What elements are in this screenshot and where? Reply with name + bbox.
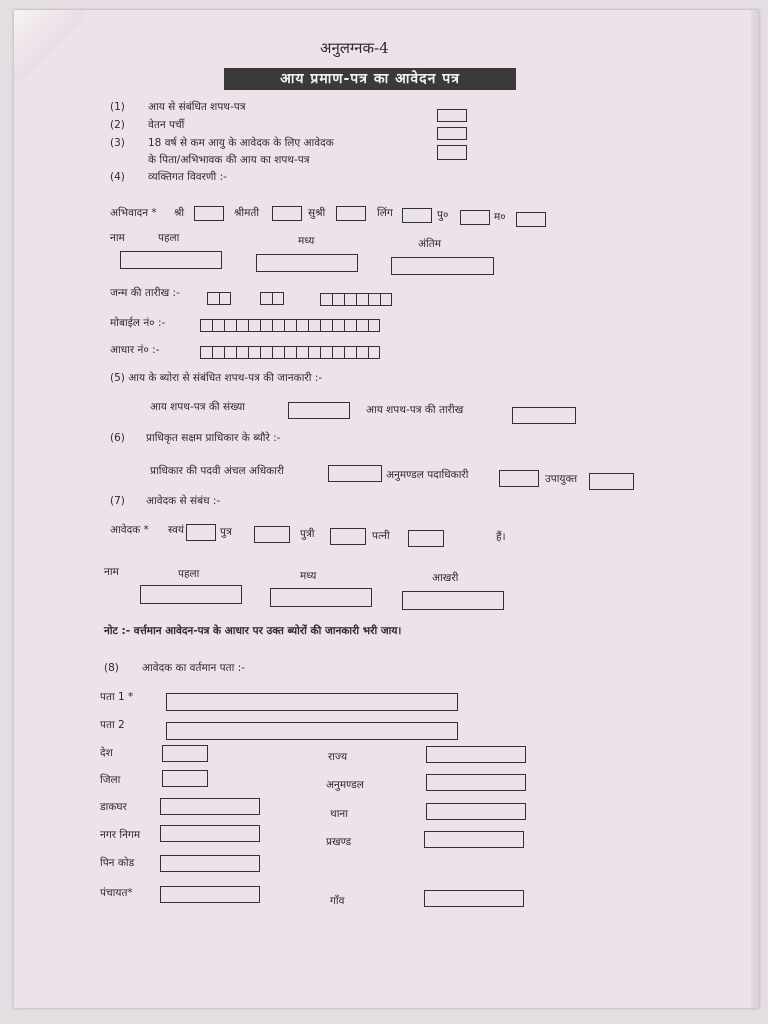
- post-office-input[interactable]: [160, 798, 260, 815]
- shri-checkbox[interactable]: [194, 206, 224, 221]
- doc-num-1: (1): [110, 101, 125, 113]
- police-station-label: थाना: [330, 808, 348, 820]
- dob-label: जन्म की तारीख :-: [110, 287, 180, 299]
- dob-year-input[interactable]: [320, 293, 392, 306]
- aadhaar-label: आधार नं० :-: [110, 344, 160, 356]
- mobile-input[interactable]: [200, 319, 380, 332]
- affidavit-number-input[interactable]: [288, 402, 350, 419]
- post-office-label: डाकघर: [100, 801, 127, 813]
- doc-num-4: (4): [110, 171, 125, 183]
- affidavit-date-label: आय शपथ-पत्र की तारीख: [366, 404, 464, 416]
- daughter-checkbox[interactable]: [330, 528, 366, 545]
- self-checkbox[interactable]: [186, 524, 216, 541]
- panchayat-input[interactable]: [160, 886, 260, 903]
- section5-title: (5) आय के ब्योरा से संबंधित शपथ-पत्र की जानकारी :-: [110, 372, 323, 384]
- sdo-checkbox[interactable]: [499, 470, 539, 487]
- authority-designation-label: प्राधिकार की पदवी अंचल अधिकारी: [150, 465, 284, 477]
- doc-text-1: आय से संबंधित शपथ-पत्र: [148, 101, 246, 113]
- municipal-label: नगर निगम: [100, 829, 141, 841]
- applicant-label: आवेदक *: [110, 524, 149, 536]
- doc-num-3: (3): [110, 137, 125, 149]
- relative-middle-input[interactable]: [270, 588, 372, 607]
- subdivision-input[interactable]: [426, 774, 526, 791]
- address2-label: पता 2: [100, 719, 125, 731]
- relative-middle-label: मध्य: [300, 570, 317, 582]
- address1-input[interactable]: [166, 693, 458, 711]
- section7-title: आवेदक से संबंध :-: [146, 495, 221, 507]
- pin-input[interactable]: [160, 855, 260, 872]
- state-input[interactable]: [426, 746, 526, 763]
- country-label: देश: [100, 747, 113, 759]
- self-label: स्वयं: [168, 524, 185, 536]
- last-name-label: अंतिम: [418, 238, 442, 250]
- relation-suffix: हैं।: [496, 531, 506, 543]
- form-page: [14, 10, 759, 1008]
- gender-checkbox[interactable]: [402, 208, 432, 223]
- shrimati-label: श्रीमती: [234, 207, 260, 219]
- female-checkbox[interactable]: [516, 212, 546, 227]
- shrimati-checkbox[interactable]: [272, 206, 302, 221]
- pin-label: पिन कोड: [100, 857, 135, 869]
- district-label: जिला: [100, 774, 121, 786]
- block-input[interactable]: [424, 831, 524, 848]
- relative-first-label: पहला: [178, 568, 200, 580]
- folded-corner: [14, 10, 84, 80]
- section7-num: (7): [110, 495, 125, 507]
- personal-details-heading: व्यक्तिगत विवरणी :-: [148, 171, 227, 183]
- sushri-checkbox[interactable]: [336, 206, 366, 221]
- address1-label: पता 1 *: [100, 691, 134, 703]
- dc-checkbox[interactable]: [589, 473, 634, 490]
- doc-num-2: (2): [110, 119, 125, 131]
- name-label: नाम: [110, 232, 125, 244]
- male-label: पु०: [437, 209, 449, 221]
- doc-text-3b: के पिता/अभिभावक की आय का शपथ-पत्र: [148, 154, 310, 166]
- first-name-input[interactable]: [120, 251, 222, 269]
- doc-checkbox-1[interactable]: [437, 109, 467, 122]
- salutation-label: अभिवादन *: [110, 207, 157, 219]
- form-title-banner: आय प्रमाण-पत्र का आवेदन पत्र: [224, 68, 516, 90]
- male-checkbox[interactable]: [460, 210, 490, 225]
- municipal-input[interactable]: [160, 825, 260, 842]
- village-input[interactable]: [424, 890, 524, 907]
- son-checkbox[interactable]: [254, 526, 290, 543]
- annex-number: अनुलग्नक-4: [320, 39, 389, 57]
- dc-label: उपायुक्त: [545, 473, 578, 485]
- section6-title: प्राधिकृत सक्षम प्राधिकार के ब्यौरे :-: [146, 432, 281, 444]
- form-note: नोट :- वर्त्तमान आवेदन-पत्र के आधार पर उक्त ब्योरों की जानकारी भरी जाय।: [104, 625, 402, 637]
- village-label: गाँव: [330, 895, 345, 907]
- co-checkbox[interactable]: [328, 465, 382, 482]
- address2-input[interactable]: [166, 722, 458, 740]
- relative-name-label: नाम: [104, 566, 119, 578]
- police-station-input[interactable]: [426, 803, 526, 820]
- doc-text-2: वेतन पर्ची: [148, 119, 185, 131]
- country-input[interactable]: [162, 745, 208, 762]
- mobile-label: मोबाईल नं० :-: [110, 317, 166, 329]
- panchayat-label: पंचायत*: [100, 887, 133, 899]
- district-input[interactable]: [162, 770, 208, 787]
- middle-name-label: मध्य: [298, 235, 315, 247]
- block-label: प्रखण्ड: [326, 836, 352, 848]
- gender-label: लिंग: [377, 207, 393, 219]
- affidavit-date-input[interactable]: [512, 407, 576, 424]
- wife-checkbox[interactable]: [408, 530, 444, 547]
- dob-month-input[interactable]: [260, 292, 284, 305]
- doc-text-3: 18 वर्ष से कम आयु के आवेदक के लिए आवेदक: [148, 137, 334, 149]
- relative-first-input[interactable]: [140, 585, 242, 604]
- doc-checkbox-2[interactable]: [437, 127, 467, 140]
- dob-day-input[interactable]: [207, 292, 231, 305]
- section8-title: आवेदक का वर्तमान पता :-: [142, 662, 245, 674]
- state-label: राज्य: [328, 751, 348, 763]
- doc-checkbox-3[interactable]: [437, 145, 467, 160]
- subdivision-label: अनुमण्डल: [326, 779, 364, 791]
- section6-num: (6): [110, 432, 125, 444]
- sdo-label: अनुमण्डल पदाधिकारी: [386, 469, 469, 481]
- last-name-input[interactable]: [391, 257, 494, 275]
- aadhaar-input[interactable]: [200, 346, 380, 359]
- daughter-label: पुत्री: [300, 528, 315, 540]
- affidavit-number-label: आय शपथ-पत्र की संख्या: [150, 401, 246, 413]
- relative-last-label: आखरी: [432, 572, 459, 584]
- section8-num: (8): [104, 662, 119, 674]
- relative-last-input[interactable]: [402, 591, 504, 610]
- sushri-label: सुश्री: [308, 207, 326, 219]
- shri-label: श्री: [174, 207, 185, 219]
- middle-name-input[interactable]: [256, 254, 358, 272]
- wife-label: पत्नी: [372, 530, 390, 542]
- first-name-label: पहला: [158, 232, 180, 244]
- son-label: पुत्र: [220, 526, 232, 538]
- female-label: म०: [494, 211, 506, 223]
- page-edge: [751, 10, 759, 1008]
